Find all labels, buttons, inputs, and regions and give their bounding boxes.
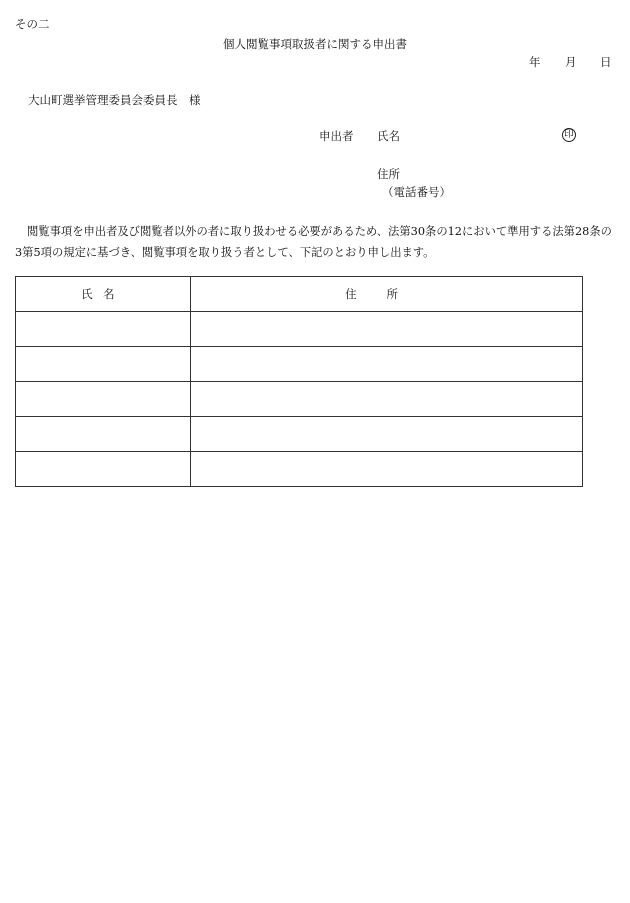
name-cell[interactable]: [16, 417, 191, 452]
date-year-label: 年: [529, 55, 541, 69]
seal-icon: 印: [562, 128, 576, 142]
name-cell[interactable]: [16, 382, 191, 417]
handler-table: [15, 276, 583, 487]
applicant-phone-label: （電話番号）: [382, 185, 451, 199]
date-day-label: 日: [600, 55, 612, 69]
address-cell[interactable]: [191, 347, 583, 382]
name-cell[interactable]: [16, 452, 191, 487]
document-title: 個人閲覧事項取扱者に関する申出書: [223, 37, 407, 51]
address-cell[interactable]: [191, 382, 583, 417]
address-cell[interactable]: [191, 312, 583, 347]
table-row: [16, 347, 583, 382]
header-name: 氏名: [16, 277, 191, 312]
applicant-name-label: 氏名: [377, 129, 400, 143]
table-row: [16, 382, 583, 417]
table-row: [16, 312, 583, 347]
name-cell[interactable]: [16, 347, 191, 382]
name-cell[interactable]: [16, 312, 191, 347]
table-row: [16, 417, 583, 452]
address-cell[interactable]: [191, 417, 583, 452]
statement-paragraph: 閲覧事項を申出者及び閲覧者以外の者に取り扱わせる必要があるため、法第30条の12において準用する法第28条の3第5項の規定に基づき、閲覧事項を取り扱う者として、下記のとおり申し出ます。: [15, 225, 612, 259]
addressee: 大山町選挙管理委員会委員長 様: [28, 93, 201, 107]
applicant-address-label: 住所: [377, 167, 400, 181]
form-label: その二: [15, 17, 50, 31]
date-month-label: 月: [565, 55, 577, 69]
table-header-row: [16, 277, 583, 312]
header-address: 住所: [191, 277, 583, 312]
table-row: [16, 452, 583, 487]
applicant-label: 申出者: [319, 129, 354, 143]
address-cell[interactable]: [191, 452, 583, 487]
